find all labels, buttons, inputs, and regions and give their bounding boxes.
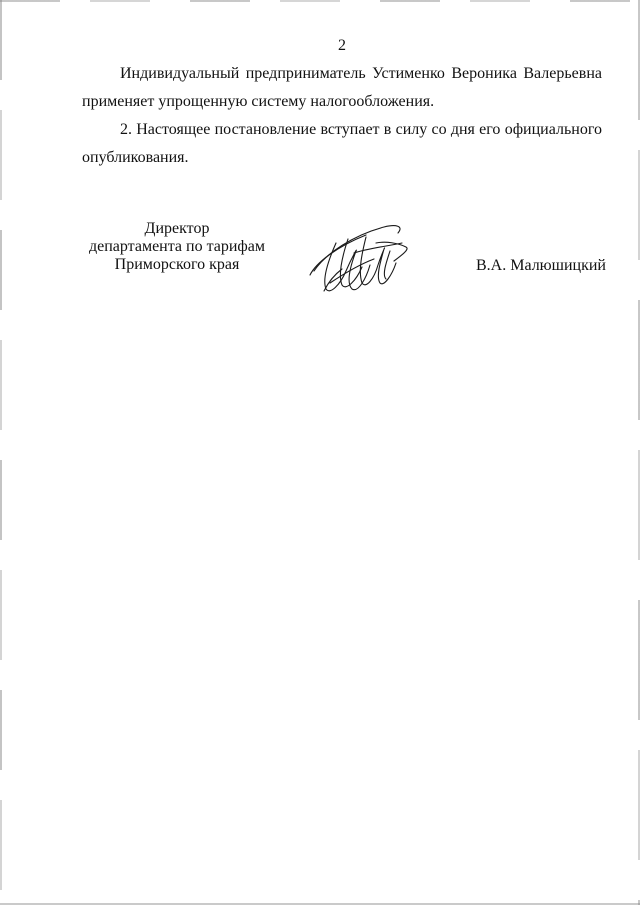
paragraph-1-line-2: применяет упрощенную систему налогообложения. <box>82 93 435 110</box>
signer-name: В.А. Малюшицкий <box>476 257 606 274</box>
paragraph-2-line-2: опубликования. <box>82 149 189 166</box>
paragraph-2 <box>82 116 602 172</box>
scan-edge-left <box>0 0 2 905</box>
page-number: 2 <box>338 37 346 54</box>
scan-edge-top <box>0 0 640 2</box>
signatory-title <box>72 220 282 274</box>
signatory-title-line-1: Директор <box>144 220 210 237</box>
paragraph-1 <box>82 60 602 116</box>
signatory-title-line-3: Приморского края <box>114 256 240 273</box>
handwritten-signature <box>306 213 416 299</box>
paragraph-2-line-1: 2. Настоящее постановление вступает в силу со дня его официального <box>120 121 602 138</box>
signatory-title-line-2: департамента по тарифам <box>88 238 266 255</box>
paragraph-1-line-1: Индивидуальный предприниматель Устименко Вероника Валерьевна <box>120 65 602 82</box>
